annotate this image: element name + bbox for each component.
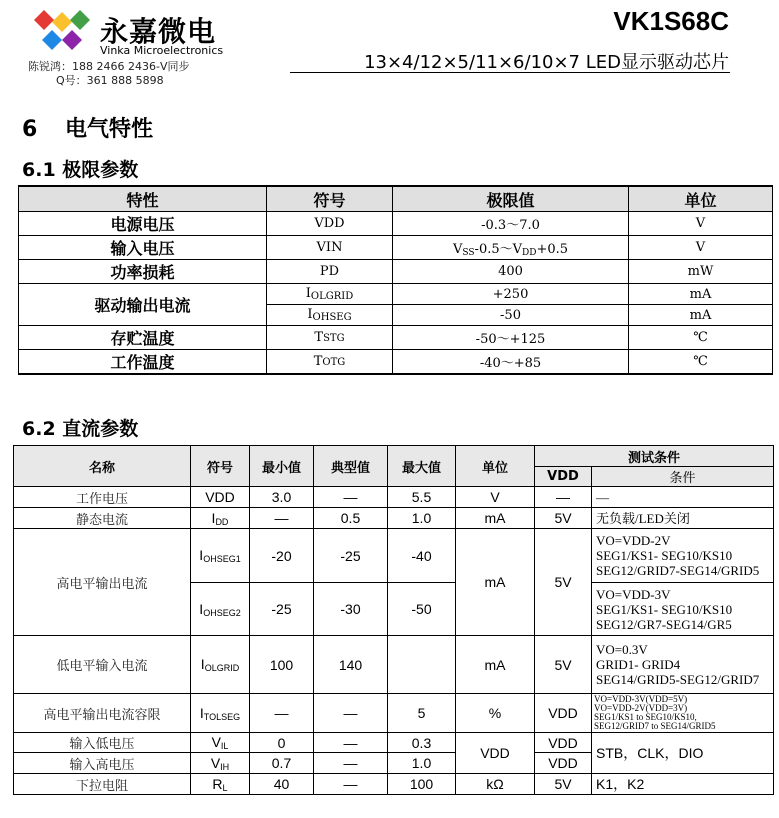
param-value: 400 xyxy=(393,260,629,284)
cond-line: SEG1/KS1- SEG10/KS10 xyxy=(596,601,733,617)
param-typ: — xyxy=(314,774,388,795)
col-header-min: 最小值 xyxy=(250,446,314,487)
table-row xyxy=(19,212,773,236)
param-unit: V xyxy=(629,236,773,260)
col-header: 极限值 xyxy=(393,186,629,212)
param-name: 低电平输入电流 xyxy=(14,636,191,694)
brand-name-en: Vinka Microelectronics xyxy=(100,44,224,57)
param-name: 输入高电压 xyxy=(14,753,191,774)
param-unit: kΩ xyxy=(456,774,535,795)
param-vdd: VDD xyxy=(535,753,592,774)
logo-diamond-purple xyxy=(62,30,82,50)
logo-diamond-blue xyxy=(42,30,62,50)
param-vdd: 5V xyxy=(535,774,592,795)
symbol-main: I xyxy=(199,547,204,563)
logo-diamond-yellow xyxy=(52,12,72,32)
cond-line: GRID1- GRID4 xyxy=(596,657,681,672)
table-row xyxy=(19,350,773,375)
param-name: 电源电压 xyxy=(19,212,267,236)
table-row xyxy=(19,236,773,260)
param-typ: — xyxy=(314,694,388,733)
param-symbol xyxy=(191,694,250,733)
table-row xyxy=(14,529,774,583)
param-unit: V xyxy=(629,212,773,236)
value-subscript: SS xyxy=(462,247,475,258)
param-unit: mW xyxy=(629,260,773,284)
symbol-subscript: OHSEG xyxy=(312,312,352,323)
param-name: 高电平输出电流容限 xyxy=(14,694,191,733)
param-min: 40 xyxy=(250,774,314,795)
symbol-main: I xyxy=(305,286,311,301)
param-name: 工作电压 xyxy=(14,487,191,508)
param-max: 5.5 xyxy=(388,487,456,508)
symbol-main: V xyxy=(210,754,221,771)
param-value xyxy=(393,236,629,260)
param-name: 工作温度 xyxy=(19,350,267,375)
param-vdd: 5V xyxy=(535,529,592,636)
table-row xyxy=(14,774,774,795)
param-symbol: PD xyxy=(267,260,393,284)
logo-diamond-red xyxy=(34,10,54,30)
param-symbol xyxy=(267,350,393,375)
param-symbol xyxy=(191,583,250,636)
cond-line: VO=VDD-2V(VDD=3V) xyxy=(594,703,688,713)
param-typ: -25 xyxy=(314,529,388,583)
symbol-subscript: OHSEG2 xyxy=(203,607,241,618)
param-vdd: VDD xyxy=(535,733,592,753)
param-value: +250 xyxy=(393,284,629,305)
param-symbol xyxy=(191,733,250,753)
symbol-main: I xyxy=(211,509,216,526)
symbol-subscript: L xyxy=(222,782,228,793)
col-header-name: 名称 xyxy=(14,446,191,487)
col-header: 特性 xyxy=(19,186,267,212)
param-min: 3.0 xyxy=(250,487,314,508)
symbol-main: R xyxy=(212,775,223,792)
param-cond: K1，K2 xyxy=(592,774,774,795)
cond-line: SEG12/GR7-SEG14/GR5 xyxy=(596,616,732,632)
param-typ: 0.5 xyxy=(314,508,388,529)
param-max xyxy=(388,636,456,694)
symbol-subscript: OTG xyxy=(322,357,346,368)
param-max: 1.0 xyxy=(388,508,456,529)
contact-qq: Q号：361 888 5898 xyxy=(56,74,164,87)
param-value: -0.3～7.0 xyxy=(393,212,629,236)
symbol-main: I xyxy=(199,704,204,721)
param-name: 输入电压 xyxy=(19,236,267,260)
table-row xyxy=(19,284,773,305)
symbol-main: T xyxy=(313,354,323,369)
param-min: -25 xyxy=(250,583,314,636)
table-row xyxy=(14,636,774,694)
param-vdd: 5V xyxy=(535,508,592,529)
col-header-typ: 典型值 xyxy=(314,446,388,487)
param-max: 1.0 xyxy=(388,753,456,774)
cond-line: VO=0.3V xyxy=(596,642,648,657)
param-max: 0.3 xyxy=(388,733,456,753)
param-unit: % xyxy=(456,694,535,733)
param-symbol xyxy=(267,284,393,305)
param-typ: — xyxy=(314,487,388,508)
cond-line: SEG12/GRID7 to SEG14/GRID5 xyxy=(594,721,716,731)
section-heading xyxy=(22,112,153,143)
col-header-symbol: 符号 xyxy=(191,446,250,487)
subsection-heading-dc: 6.2 直流参数 xyxy=(22,418,139,440)
table-row xyxy=(19,260,773,284)
table-row xyxy=(14,694,774,733)
param-unit: mA xyxy=(629,305,773,326)
company-logo xyxy=(22,10,96,60)
param-unit: ℃ xyxy=(629,326,773,350)
symbol-main: T xyxy=(314,330,324,345)
cond-line: VO=VDD-2V xyxy=(596,533,671,548)
value-part: -0.5～V xyxy=(474,241,523,257)
param-cond: 无负载/LED关闭 xyxy=(592,508,774,529)
param-min: — xyxy=(250,694,314,733)
table-row xyxy=(14,487,774,508)
param-name: 存贮温度 xyxy=(19,326,267,350)
symbol-subscript: TOLSEG xyxy=(203,711,241,722)
param-typ: — xyxy=(314,753,388,774)
param-symbol xyxy=(191,508,250,529)
param-cond: — xyxy=(592,487,774,508)
symbol-main: I xyxy=(199,600,204,617)
param-typ: -30 xyxy=(314,583,388,636)
param-symbol xyxy=(191,774,250,795)
cond-line: SEG12/GRID7-SEG14/GRID5 xyxy=(596,563,760,578)
doc-subtitle: 13×4/12×5/11×6/10×7 LED显示驱动芯片 xyxy=(364,52,729,73)
param-typ: 140 xyxy=(314,636,388,694)
col-header: 单位 xyxy=(629,186,773,212)
param-symbol xyxy=(267,305,393,326)
model-number: VK1S68C xyxy=(613,6,729,36)
subsection-heading-limits: 6.1 极限参数 xyxy=(22,159,139,181)
col-header-vdd: VDD xyxy=(535,467,592,487)
param-symbol: VDD xyxy=(267,212,393,236)
param-max: 100 xyxy=(388,774,456,795)
symbol-subscript: OLGRID xyxy=(310,291,354,302)
param-vdd: — xyxy=(535,487,592,508)
contact-phone: 陈锐鸿：188 2466 2436-V同步 xyxy=(28,60,190,73)
param-symbol: VIN xyxy=(267,236,393,260)
param-cond xyxy=(592,694,774,733)
param-unit: mA xyxy=(456,508,535,529)
param-min: -20 xyxy=(250,529,314,583)
param-min: 100 xyxy=(250,636,314,694)
param-symbol xyxy=(191,529,250,583)
symbol-subscript: OLGRID xyxy=(204,663,240,673)
col-header-unit: 单位 xyxy=(456,446,535,487)
value-subscript: DD xyxy=(522,247,537,258)
param-name: 输入低电压 xyxy=(14,733,191,753)
param-unit: ℃ xyxy=(629,350,773,375)
table-row xyxy=(14,733,774,753)
param-symbol: VDD xyxy=(191,487,250,508)
param-min: 0.7 xyxy=(250,753,314,774)
param-symbol xyxy=(191,753,250,774)
section-number: 6 xyxy=(22,117,38,142)
param-name: 高电平输出电流 xyxy=(14,529,191,636)
brand-name-cn: 永嘉微电 xyxy=(100,15,217,48)
param-vdd: 5V xyxy=(535,636,592,694)
section-title: 电气特性 xyxy=(64,117,153,142)
param-cond: STB，CLK，DIO xyxy=(592,733,774,774)
symbol-main: I xyxy=(307,307,313,322)
cond-line: SEG14/GRID5-SEG12/GRID7 xyxy=(596,672,760,687)
param-vdd: VDD xyxy=(535,694,592,733)
param-value: -40～+85 xyxy=(393,350,629,375)
param-symbol xyxy=(267,326,393,350)
value-part: V xyxy=(452,241,463,257)
param-min: — xyxy=(250,508,314,529)
symbol-subscript: IL xyxy=(220,741,229,751)
param-max: 5 xyxy=(388,694,456,733)
logo-diamond-green xyxy=(70,10,90,30)
param-name: 下拉电阻 xyxy=(14,774,191,795)
symbol-subscript: DD xyxy=(215,516,229,527)
param-symbol xyxy=(191,636,250,694)
param-name: 静态电流 xyxy=(14,508,191,529)
table-row xyxy=(14,508,774,529)
cond-line: VO=VDD-3V xyxy=(596,586,671,602)
header-rule xyxy=(290,72,730,73)
cond-line: SEG1/KS1- SEG10/KS10 xyxy=(596,548,733,563)
param-cond xyxy=(592,636,774,694)
param-value: -50～+125 xyxy=(393,326,629,350)
param-unit: mA xyxy=(456,529,535,636)
param-min: 0 xyxy=(250,733,314,753)
symbol-main: I xyxy=(200,656,205,672)
col-header-cond: 条件 xyxy=(592,467,774,487)
symbol-main: V xyxy=(211,734,221,750)
param-unit: mA xyxy=(629,284,773,305)
symbol-subscript: IH xyxy=(220,761,230,772)
param-max: -50 xyxy=(388,583,456,636)
value-part: +0.5 xyxy=(536,241,569,257)
table-row xyxy=(19,326,773,350)
param-value: -50 xyxy=(393,305,629,326)
table-header-row xyxy=(19,186,773,212)
param-unit: V xyxy=(456,487,535,508)
absolute-max-table xyxy=(18,185,773,375)
param-typ: — xyxy=(314,733,388,753)
param-unit: VDD xyxy=(456,733,535,774)
param-name: 驱动输出电流 xyxy=(19,284,267,326)
cond-line: SEG1/KS1 to SEG10/KS10, xyxy=(594,712,697,722)
param-cond xyxy=(592,583,774,636)
param-unit: mA xyxy=(456,636,535,694)
symbol-subscript: STG xyxy=(323,333,345,344)
cond-line: VO=VDD-3V(VDD=5V) xyxy=(594,694,688,704)
col-header: 符号 xyxy=(267,186,393,212)
dc-params-table xyxy=(13,445,774,795)
col-header-test: 测试条件 xyxy=(535,446,774,467)
table-header-row xyxy=(14,446,774,467)
col-header-max: 最大值 xyxy=(388,446,456,487)
symbol-subscript: OHSEG1 xyxy=(203,554,241,564)
param-max: -40 xyxy=(388,529,456,583)
param-name: 功率损耗 xyxy=(19,260,267,284)
param-cond xyxy=(592,529,774,583)
